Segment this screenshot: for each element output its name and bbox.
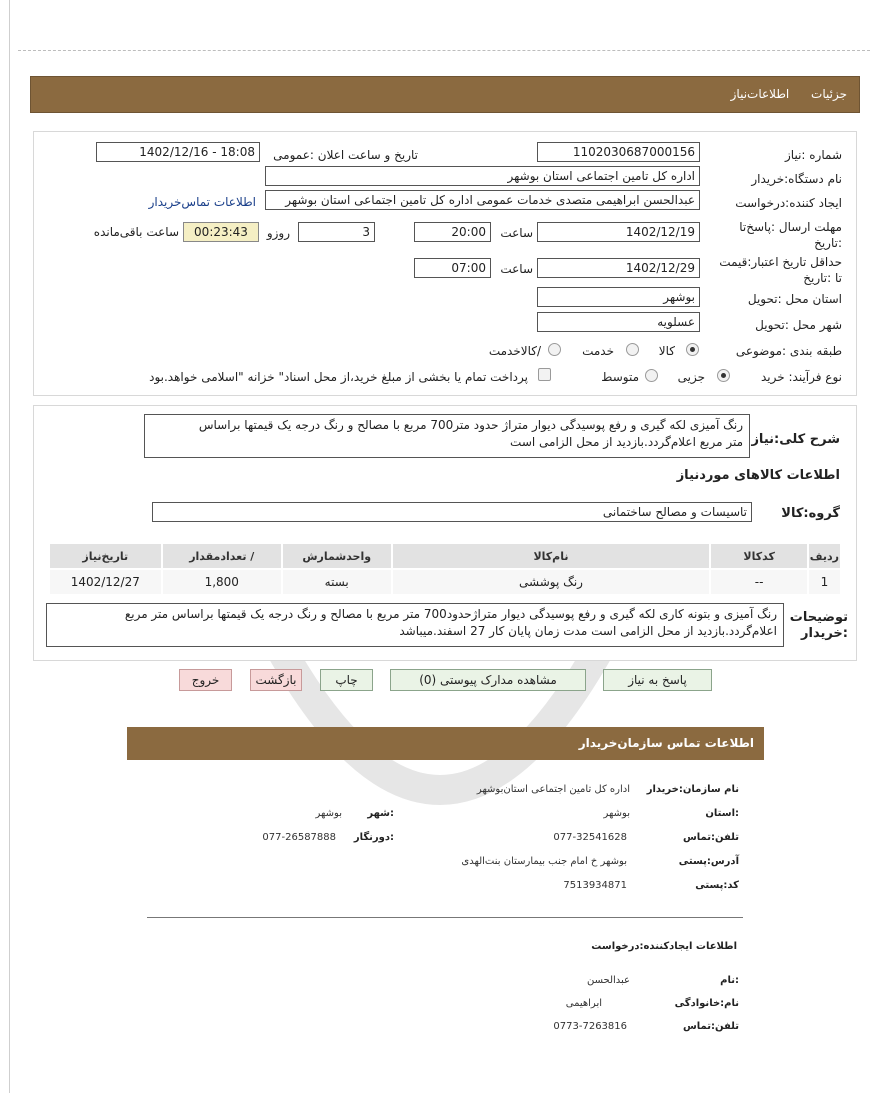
col-unit: واحدشمارش: [282, 543, 392, 569]
announce-datetime-field: 1402/12/16 - 18:08: [96, 142, 260, 162]
contact-province-label: :استان: [705, 808, 739, 819]
buyer-org-field: اداره کل تامین اجتماعی استان بوشهر: [265, 166, 700, 186]
need-number-label: شماره :نیاز: [785, 148, 842, 162]
contact-fax-label: :دورنگار: [353, 832, 394, 843]
validity-date-field: 1402/12/29: [537, 258, 700, 278]
tab-need-info[interactable]: اطلاعات‌نیاز: [730, 87, 790, 101]
summary-text: [144, 414, 750, 458]
creator-family-label: نام:خانوادگی: [674, 998, 739, 1009]
creator-label: ایجاد کننده:درخواست: [735, 196, 842, 210]
contact-address-value: بوشهر خ امام جنب بیمارستان بنت‌الهدی: [461, 856, 627, 867]
announce-label: تاریخ و ساعت اعلان :عمومی: [273, 148, 418, 162]
buyer-notes-text: [46, 603, 784, 647]
creator-family-value: ابراهیمی: [565, 998, 602, 1009]
cell-item-code: --: [710, 569, 807, 595]
contact-fax-value: 077-26587888: [262, 832, 336, 843]
exit-button[interactable]: خروج: [179, 669, 232, 691]
cell-unit: بسته: [282, 569, 392, 595]
city-field: عسلویه: [537, 312, 700, 332]
deadline-time-field: 20:00: [414, 222, 491, 242]
remaining-time-field: 00:23:43: [183, 222, 259, 242]
category-goods-radio[interactable]: [686, 343, 699, 356]
process-minor-label: جزیی: [677, 370, 705, 384]
deadline-time-label: ساعت: [500, 226, 533, 240]
creator-name-value: عبدالحسن: [586, 975, 630, 986]
category-both-radio[interactable]: [548, 343, 561, 356]
cell-item-name: رنگ پوششی: [392, 569, 711, 595]
goods-group-label: گروه:کالا: [781, 506, 840, 521]
creator-info-title: اطلاعات ایجادکننده:درخواست: [591, 941, 737, 952]
category-service-radio[interactable]: [626, 343, 639, 356]
cell-need-date: 1402/12/27: [49, 569, 162, 595]
buyer-notes-label-line-1: توضیحات: [789, 610, 848, 625]
treasury-payment-checkbox[interactable]: [538, 368, 551, 381]
creator-phone-label: تلفن:تماس: [682, 1021, 739, 1032]
col-item-code: کدکالا: [710, 543, 807, 569]
col-need-date: تاریخ‌نیاز: [49, 543, 162, 569]
summary-line-2: متر مربع اعلام‌گردد.بازدید از محل الزامی است: [510, 435, 743, 449]
buyer-notes-line-1: رنگ آمیزی و بتونه کاری لکه گیری و رفع پوسیدگی دیوار متراژحدود700 متر مربع با مصالح و رنگ درجه یک قیمتها براساس متر مربع: [124, 607, 777, 621]
process-medium-label: متوسط: [601, 370, 639, 384]
contact-address-label: آدرس:پستی: [678, 856, 739, 867]
reply-button[interactable]: پاسخ به نیاز: [603, 669, 712, 691]
cell-row-number: 1: [808, 569, 841, 595]
contact-city-value: بوشهر: [315, 808, 342, 819]
attachments-button[interactable]: مشاهده مدارک پیوستی (0): [390, 669, 586, 691]
col-row-number: ردیف: [808, 543, 841, 569]
deadline-date-field: 1402/12/19: [537, 222, 700, 242]
category-goods-label: کالا: [658, 344, 675, 358]
cell-quantity: 1,800: [162, 569, 282, 595]
province-label: استان محل :تحویل: [747, 292, 842, 306]
tab-details[interactable]: جزئیات: [811, 87, 847, 101]
validity-time-field: 07:00: [414, 258, 491, 278]
creator-field: عبدالحسن ابراهیمی متصدی خدمات عمومی اداره کل تامین اجتماعی استان بوشهر: [265, 190, 700, 210]
contact-city-label: :شهر: [367, 808, 394, 819]
contact-org-value: اداره کل تامین اجتماعی استان‌بوشهر: [476, 784, 630, 795]
contact-org-label: نام سازمان:خریدار: [646, 784, 739, 795]
buyer-contact-title-bar: [127, 727, 764, 760]
city-label: شهر محل :تحویل: [755, 318, 842, 332]
header-bar: [30, 76, 860, 113]
days-field: 3: [298, 222, 375, 242]
col-item-name: نام‌کالا: [392, 543, 711, 569]
province-field: بوشهر: [537, 287, 700, 307]
category-label: طبقه بندی :موضوعی: [735, 344, 842, 358]
left-border: [9, 0, 10, 1093]
buyer-org-label: نام دستگاه:خریدار: [751, 172, 842, 186]
creator-phone-value: 0773-7263816: [553, 1021, 627, 1032]
validity-label: حداقل تاریخ اعتبار:قیمت تا :تاریخ: [719, 255, 842, 285]
process-medium-radio[interactable]: [645, 369, 658, 382]
col-quantity: / تعدادمقدار: [162, 543, 282, 569]
buyer-notes-line-2: اعلام‌گردد.بازدید از محل الزامی است مدت زمان پایان کار 27 اسفند.میباشد: [399, 624, 777, 638]
back-button[interactable]: بازگشت: [250, 669, 302, 691]
goods-table: [48, 542, 842, 596]
summary-label: شرح کلی:نیاز: [751, 432, 840, 447]
contact-phone-value: 077-32541628: [553, 832, 627, 843]
category-service-label: خدمت: [582, 344, 614, 358]
top-divider: [18, 50, 870, 51]
table-row: [49, 569, 841, 595]
buyer-notes-label: [790, 610, 848, 642]
summary-line-1: رنگ آمیزی لکه گیری و رفع پوسیدگی دیوار متراژ حدود متر700 مربع با مصالح و رنگ درجه یک قیمتها براساس: [198, 418, 743, 432]
validity-time-label: ساعت: [500, 262, 533, 276]
contact-postal-label: کد:پستی: [695, 880, 739, 891]
print-button[interactable]: چاپ: [320, 669, 373, 691]
days-label: روزو: [266, 226, 290, 240]
goods-table-header: [49, 543, 841, 569]
deadline-label: مهلت ارسال :پاسخ‌تا :تاریخ: [739, 220, 842, 250]
category-both-label: /کالاخدمت: [488, 344, 541, 358]
contact-divider: [147, 917, 743, 918]
contact-province-value: بوشهر: [603, 808, 630, 819]
process-label: نوع فرآیند: خرید: [761, 370, 842, 384]
buyer-notes-label-line-2: :خریدار: [801, 626, 848, 641]
goods-group-field: تاسیسات و مصالح ساختمانی: [152, 502, 752, 522]
contact-postal-value: 7513934871: [563, 880, 627, 891]
treasury-payment-label: پرداخت تمام یا بخشی از مبلغ خرید،از محل اسناد" خزانه "اسلامی خواهد.بود: [149, 370, 528, 384]
creator-name-label: :نام: [720, 975, 739, 986]
buyer-contact-link[interactable]: اطلاعات تماس‌خریدار: [148, 195, 256, 209]
remaining-label: ساعت باقی‌مانده: [93, 225, 179, 239]
goods-section-title: اطلاعات کالاهای موردنیاز: [676, 468, 840, 483]
process-minor-radio[interactable]: [717, 369, 730, 382]
need-number-field: 1102030687000156: [537, 142, 700, 162]
buyer-contact-title: اطلاعات تماس سازمان‌خریدار: [578, 736, 754, 750]
contact-phone-label: تلفن:تماس: [682, 832, 739, 843]
